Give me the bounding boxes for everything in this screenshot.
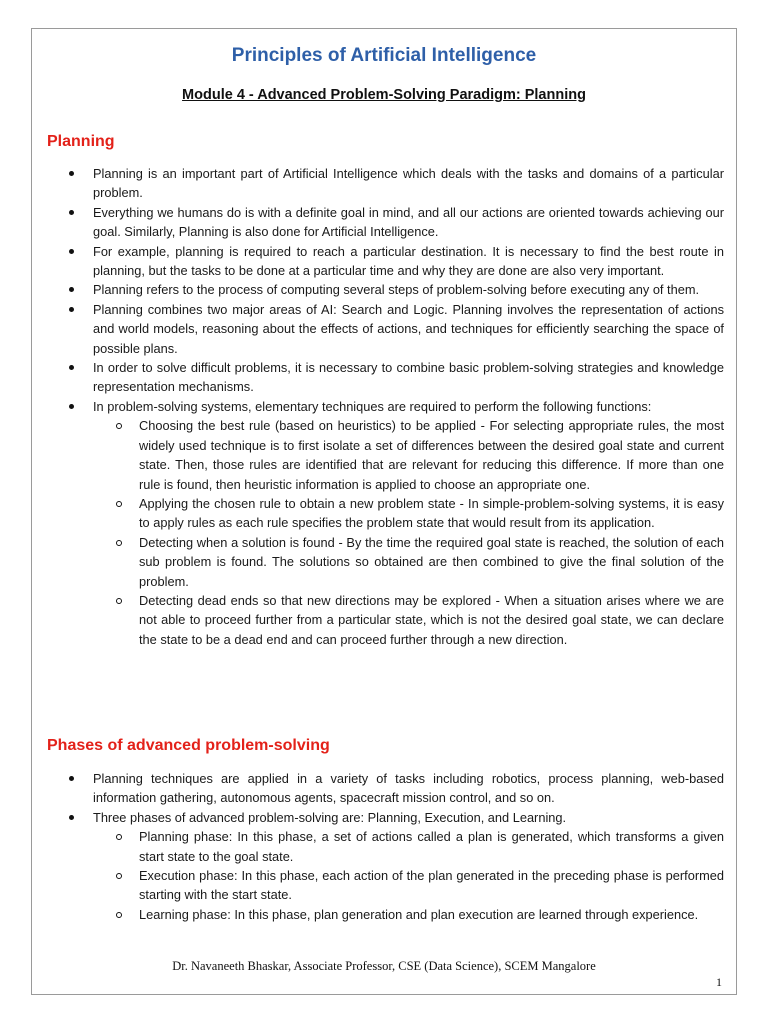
section-heading-planning: Planning [47, 133, 115, 150]
bullet-icon [69, 249, 74, 254]
sub-list-item: Choosing the best rule (based on heuristics) to be applied - For selecting appropriate rules, the most widely used technique is to first isolate a set of differences between the desired goal state and current state. Then, those rules are identified that are relevant for reducing this difference. If more than one rule is found, then heuristic information is applied to choose an appropriate one. [93, 416, 724, 494]
section-heading-phases: Phases of advanced problem-solving [47, 737, 330, 754]
bullet-icon [69, 404, 74, 409]
document-title: Principles of Artificial Intelligence [231, 45, 537, 66]
sub-list-item: Detecting when a solution is found - By the time the required goal state is reached, the solution of each sub problem is found. The solutions so obtained are then combined to give the final solution of the problem. [93, 533, 724, 591]
sub-bullet-icon [116, 423, 122, 429]
bullet-icon [69, 365, 74, 370]
list-item: In problem-solving systems, elementary techniques are required to perform the following functions: Choosing the best rule (based on heuristics) to be applied - For selecting appropriate rules, the most widely used technique is to first isolate a set of differences between the desired goal state and current state. Then, those rules are identified that are relevant for reducing this difference. If more than one rule is found, then heuristic information is applied to choose an appropriate one. Applying the chosen rule to obtain a new problem state - In simple-problem-solving systems, it is easy to apply rules as each rule specifies the problem state that would result from its application. Detecting when a solution is found - By the time the required goal state is reached, the solution of each sub problem is found. The solutions so obtained are then combined to give the final solution of the problem. Detecting dead ends so that new directions may be explored - When a situation arises where we are not able to proceed further from a particular state, which is not the desired goal state, we can declare the state to be a dead end and can proceed further through a new direction. [32, 397, 736, 649]
sub-bullet-icon [116, 912, 122, 918]
page-footer: Dr. Navaneeth Bhaskar, Associate Professor, CSE (Data Science), SCEM Mangalore [172, 959, 596, 973]
planning-bullet-list [32, 164, 736, 649]
bullet-icon [69, 171, 74, 176]
sub-bullet-icon [116, 598, 122, 604]
function-sub-list [93, 416, 724, 649]
bullet-icon [69, 815, 74, 820]
list-item: Everything we humans do is with a definite goal in mind, and all our actions are oriented towards achieving our goal. Similarly, Planning is also done for Artificial Intelligence. [32, 203, 736, 242]
bullet-icon [69, 210, 74, 215]
document-page [31, 28, 737, 995]
list-item: Three phases of advanced problem-solving are: Planning, Execution, and Learning. Planning phase: In this phase, a set of actions called a plan is generated, which transforms a given start state to the goal state. Execution phase: In this phase, each action of the plan generated in the preceding phase is performed starting with the start state. Learning phase: In this phase, plan generation and plan execution are learned through experience. [32, 808, 736, 924]
sub-list-item: Learning phase: In this phase, plan generation and plan execution are learned through experience. [93, 905, 724, 924]
sub-list-item: Detecting dead ends so that new directions may be explored - When a situation arises where we are not able to proceed further from a particular state, which is not the desired goal state, we can declare the state to be a dead end and can proceed further through a new direction. [93, 591, 724, 649]
list-item: Planning techniques are applied in a variety of tasks including robotics, process planning, web-based information gathering, autonomous agents, spacecraft mission control, and so on. [32, 769, 736, 808]
bullet-icon [69, 307, 74, 312]
sub-bullet-icon [116, 540, 122, 546]
sub-list-item: Applying the chosen rule to obtain a new problem state - In simple-problem-solving systems, it is easy to apply rules as each rule specifies the problem state that would result from its application. [93, 494, 724, 533]
sub-bullet-icon [116, 834, 122, 840]
sub-bullet-icon [116, 873, 122, 879]
sub-list-item: Execution phase: In this phase, each action of the plan generated in the preceding phase is performed starting with the start state. [93, 866, 724, 905]
page-number: 1 [716, 975, 722, 989]
sub-list-item: Planning phase: In this phase, a set of actions called a plan is generated, which transforms a given start state to the goal state. [93, 827, 724, 866]
module-subtitle: Module 4 - Advanced Problem-Solving Paradigm: Planning [182, 87, 586, 103]
phases-bullet-list [32, 769, 736, 924]
sub-bullet-icon [116, 501, 122, 507]
list-item: In order to solve difficult problems, it is necessary to combine basic problem-solving strategies and knowledge representation mechanisms. [32, 358, 736, 397]
bullet-icon [69, 776, 74, 781]
list-item: Planning refers to the process of computing several steps of problem-solving before executing any of them. [32, 280, 736, 299]
list-item: For example, planning is required to reach a particular destination. It is necessary to find the best route in planning, but the tasks to be done at a particular time and why they are done are also very important. [32, 242, 736, 281]
list-item: Planning combines two major areas of AI: Search and Logic. Planning involves the representation of actions and world models, reasoning about the effects of actions, and techniques for efficiently searching the space of possible plans. [32, 300, 736, 358]
list-item: Planning is an important part of Artificial Intelligence which deals with the tasks and domains of a particular problem. [32, 164, 736, 203]
bullet-icon [69, 287, 74, 292]
phases-sub-list [93, 827, 724, 924]
